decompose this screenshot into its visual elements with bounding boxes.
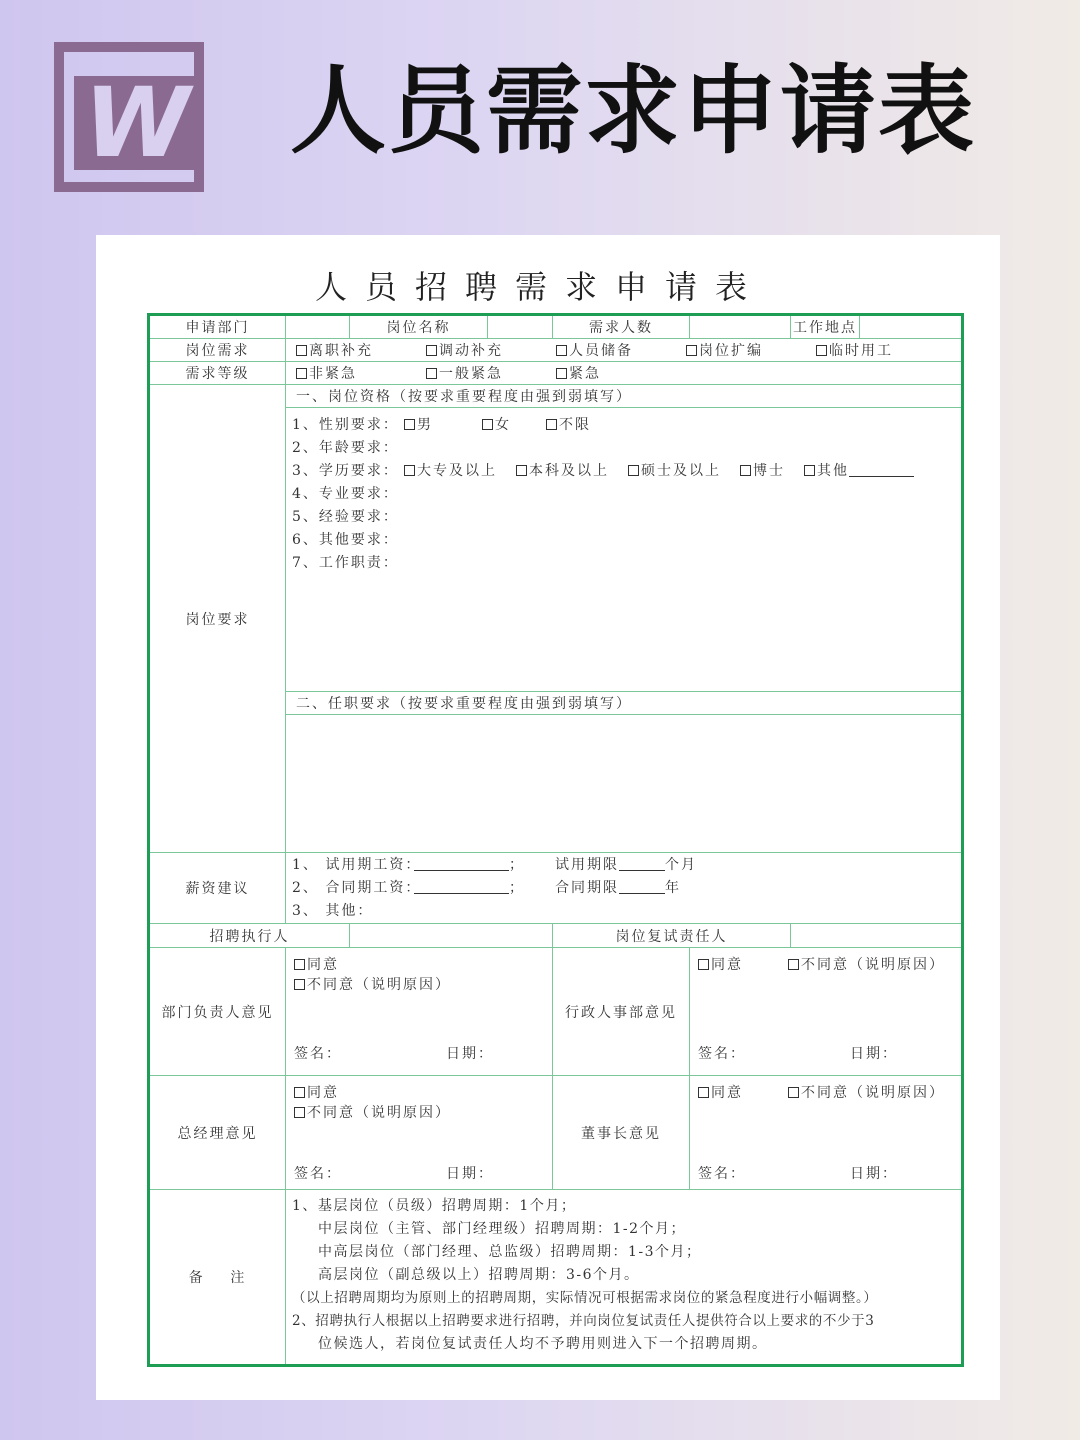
notes-row: [149, 1190, 963, 1366]
gender-option-3[interactable]: 不限: [546, 414, 591, 437]
location-label: 工作地点: [791, 315, 860, 339]
checkbox-icon: [426, 345, 437, 356]
count-input[interactable]: [690, 315, 791, 339]
note-line: 高层岗位（副总级以上）招聘周期：3-6个月。: [318, 1267, 640, 1283]
gm-chairman-row: [149, 1076, 963, 1190]
checkbox-icon: [516, 465, 527, 476]
edu-option-5[interactable]: 其他: [804, 460, 914, 483]
gm-opinion: [286, 1076, 553, 1190]
urgency-option-2[interactable]: 一般紧急: [426, 363, 538, 383]
gm-label: 总经理意见: [149, 1076, 286, 1190]
notes-label: 备 注: [149, 1190, 286, 1366]
salary-label: 薪资建议: [149, 853, 286, 924]
dept-head-opinion: [286, 948, 553, 1076]
checkbox-icon: [698, 1087, 709, 1098]
checkbox-icon: [628, 465, 639, 476]
hr-disagree-option[interactable]: 不同意（说明原因）: [788, 954, 945, 974]
note-line: （以上招聘周期均为原则上的招聘周期，实际情况可根据需求岗位的紧急程度进行小幅调整。）: [292, 1290, 878, 1306]
checkbox-icon: [556, 345, 567, 356]
gm-signature-line: 签名： 日期：: [294, 1166, 494, 1182]
checkbox-icon: [686, 345, 697, 356]
salary-body: [286, 853, 963, 924]
banner-title: 人员需求申请表: [290, 55, 976, 167]
checkbox-icon: [788, 959, 799, 970]
chairman-agree-option[interactable]: 同意: [698, 1082, 770, 1102]
dept-head-label: 部门负责人意见: [149, 948, 286, 1076]
demand-option-2[interactable]: 调动补充: [426, 340, 538, 360]
duties-line: 7、工作职责：: [292, 555, 399, 571]
chairman-opinion: [690, 1076, 963, 1190]
major-line: 4、专业要求：: [292, 486, 399, 502]
position-input[interactable]: [488, 315, 553, 339]
note-line: 中层岗位（主管、部门经理级）招聘周期：1-2个月；: [318, 1221, 687, 1237]
checkbox-icon: [482, 419, 493, 430]
checkbox-icon: [426, 368, 437, 379]
trial-wage-blank[interactable]: [414, 857, 509, 871]
demand-option-1[interactable]: 离职补充: [296, 340, 408, 360]
edu-option-3[interactable]: 硕士及以上: [628, 460, 722, 483]
checkbox-icon: [546, 419, 557, 430]
trial-wage-line: 1、 试用期工资： ； 试用期限 个月: [292, 857, 697, 873]
dept-input[interactable]: [286, 315, 350, 339]
requirements-section1-title: 一、岗位资格（按要求重要程度由强到弱填写）: [286, 385, 963, 408]
checkbox-icon: [296, 368, 307, 379]
reviewer-label: 岗位复试责任人: [553, 924, 791, 948]
application-form: [147, 313, 964, 1367]
checkbox-icon: [556, 368, 567, 379]
urgency-label: 需求等级: [149, 362, 286, 385]
requirements-body[interactable]: [286, 408, 963, 692]
chairman-signature-line: 签名： 日期：: [698, 1166, 898, 1182]
checkbox-icon: [404, 465, 415, 476]
word-logo-icon: [54, 42, 204, 192]
demand-option-4[interactable]: 岗位扩编: [686, 340, 798, 360]
dept-disagree-option[interactable]: 不同意（说明原因）: [294, 974, 451, 994]
other-req-line: 6、其他要求：: [292, 532, 399, 548]
gender-option-1[interactable]: 男: [404, 414, 464, 437]
education-line: 3、学历要求： 大专及以上 本科及以上 硕士及以上 博士 其他: [292, 460, 955, 483]
contract-wage-line: 2、 合同期工资： ； 合同期限 年: [292, 880, 681, 896]
checkbox-icon: [404, 419, 415, 430]
hr-signature-line: 签名： 日期：: [698, 1046, 898, 1062]
edu-option-2[interactable]: 本科及以上: [516, 460, 610, 483]
hr-opinion: [690, 948, 963, 1076]
contract-wage-blank[interactable]: [414, 880, 509, 894]
urgency-options: [286, 362, 963, 385]
trial-period-blank[interactable]: [619, 857, 665, 871]
executor-row: [149, 924, 963, 948]
checkbox-icon: [788, 1087, 799, 1098]
requirements-section2-title: 二、任职要求（按要求重要程度由强到弱填写）: [286, 692, 963, 715]
other-blank[interactable]: [849, 463, 914, 477]
executor-label: 招聘执行人: [149, 924, 350, 948]
edu-option-1[interactable]: 大专及以上: [404, 460, 498, 483]
count-label: 需求人数: [553, 315, 690, 339]
header-row: [149, 315, 963, 339]
salary-other-line: 3、 其他：: [292, 903, 374, 919]
contract-period-blank[interactable]: [619, 880, 665, 894]
position-label: 岗位名称: [350, 315, 488, 339]
executor-input[interactable]: [350, 924, 553, 948]
urgency-option-1[interactable]: 非紧急: [296, 363, 408, 383]
demand-options: [286, 339, 963, 362]
urgency-option-3[interactable]: 紧急: [556, 363, 601, 383]
edu-option-4[interactable]: 博士: [740, 460, 786, 483]
checkbox-icon: [294, 979, 305, 990]
dept-agree-option[interactable]: 同意: [294, 954, 366, 974]
demand-option-3[interactable]: 人员储备: [556, 340, 668, 360]
hr-label: 行政人事部意见: [553, 948, 690, 1076]
checkbox-icon: [740, 465, 751, 476]
gender-option-2[interactable]: 女: [482, 414, 528, 437]
dept-signature-line: 签名： 日期：: [294, 1046, 494, 1062]
qualification-body[interactable]: [286, 715, 963, 853]
checkbox-icon: [698, 959, 709, 970]
reviewer-input[interactable]: [791, 924, 963, 948]
gm-agree-option[interactable]: 同意: [294, 1082, 366, 1102]
salary-row: [149, 853, 963, 924]
requirements-label: 岗位要求: [149, 385, 286, 853]
word-logo-letter: W: [74, 76, 194, 170]
checkbox-icon: [816, 345, 827, 356]
demand-option-5[interactable]: 临时用工: [816, 340, 893, 360]
demand-label: 岗位需求: [149, 339, 286, 362]
note-line: 2、招聘执行人根据以上招聘要求进行招聘，并向岗位复试责任人提供符合以上要求的不少于3: [292, 1313, 875, 1329]
gender-line: 1、性别要求： 男 女 不限: [292, 414, 955, 437]
notes-body: [286, 1190, 963, 1366]
note-line: 1、基层岗位（员级）招聘周期：1个月；: [292, 1198, 577, 1214]
document-title: 人员招聘需求申请表: [314, 268, 765, 306]
checkbox-icon: [294, 959, 305, 970]
note-line: 中高层岗位（部门经理、总监级）招聘周期：1-3个月；: [318, 1244, 702, 1260]
checkbox-icon: [296, 345, 307, 356]
experience-line: 5、经验要求：: [292, 509, 399, 525]
checkbox-icon: [294, 1087, 305, 1098]
age-line: 2、年龄要求：: [292, 440, 399, 456]
urgency-row: [149, 362, 963, 385]
checkbox-icon: [804, 465, 815, 476]
location-input[interactable]: [860, 315, 963, 339]
dept-hr-row: [149, 948, 963, 1076]
hr-agree-option[interactable]: 同意: [698, 954, 770, 974]
chairman-label: 董事长意见: [553, 1076, 690, 1190]
dept-label: 申请部门: [149, 315, 286, 339]
gm-disagree-option[interactable]: 不同意（说明原因）: [294, 1102, 451, 1122]
requirements-section1-row: [149, 385, 963, 408]
demand-row: [149, 339, 963, 362]
chairman-disagree-option[interactable]: 不同意（说明原因）: [788, 1082, 945, 1102]
checkbox-icon: [294, 1107, 305, 1118]
note-line: 位候选人，若岗位复试责任人均不予聘用则进入下一个招聘周期。: [318, 1336, 768, 1352]
